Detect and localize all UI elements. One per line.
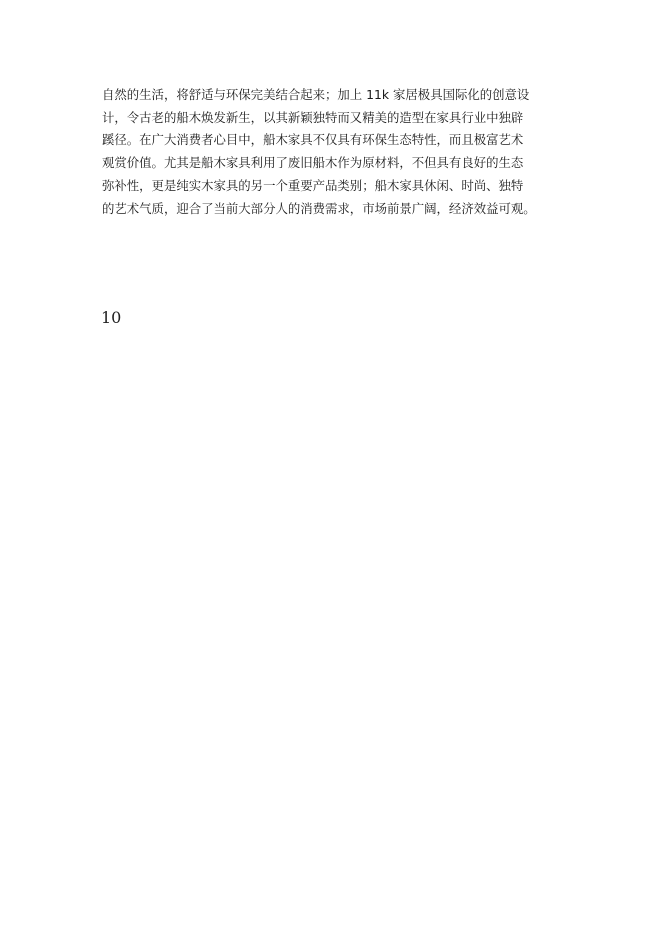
paragraph-line-3: 蹊径。在广大消费者心目中，船木家具不仅具有环保生态特性，而且极富艺术 bbox=[102, 132, 524, 148]
paragraph-line-4: 观赏价值。尤其是船木家具利用了废旧船木作为原材料，不但具有良好的生态 bbox=[102, 155, 524, 171]
paragraph-line-2: 计，令古老的船木焕发新生，以其新颖独特而又精美的造型在家具行业中独辟 bbox=[102, 109, 524, 125]
body-paragraph bbox=[102, 84, 572, 220]
paragraph-line-5: 弥补性，更是纯实木家具的另一个重要产品类别；船木家具休闲、时尚、独特 bbox=[102, 177, 524, 193]
paragraph-line-6: 的艺术气质，迎合了当前大部分人的消费需求，市场前景广阔，经济效益可观。 bbox=[102, 200, 536, 216]
page-number: 10 bbox=[101, 308, 122, 327]
paragraph-line-1: 自然的生活，将舒适与环保完美结合起来；加上 11k 家居极具国际化的创意设 bbox=[102, 87, 530, 102]
